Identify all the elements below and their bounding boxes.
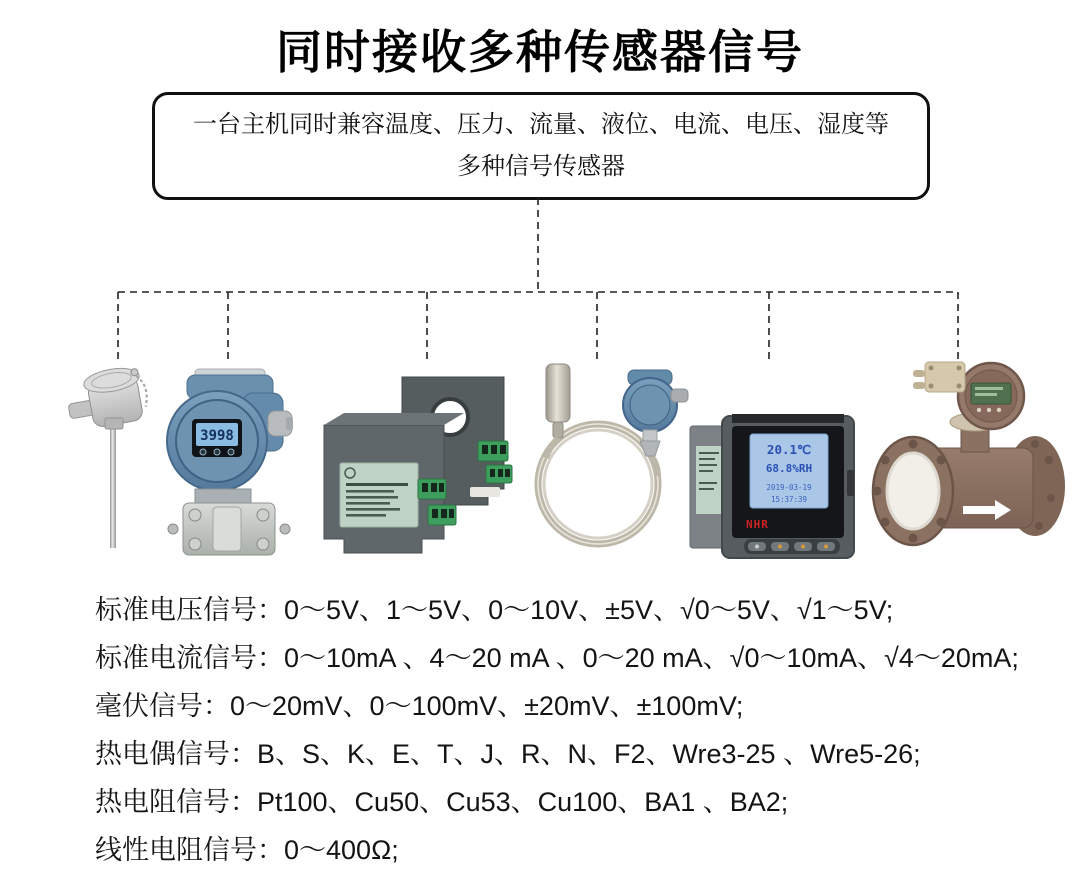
spec-value: 0～10mA 、4～20 mA 、0～20 mA、√0～10mA、√4～20mA; — [284, 643, 1019, 673]
lcd-temperature-reading: 20.1℃ — [766, 442, 812, 457]
description-line-1: 一台主机同时兼容温度、压力、流量、液位、电流、电压、湿度等 — [193, 111, 889, 138]
spec-value: 0～5V、1～5V、0～10V、±5V、√0～5V、√1～5V; — [284, 595, 894, 625]
description-line-2: 多种信号传感器 — [457, 153, 625, 180]
spec-value: 0～20mV、0～100mV、±20mV、±100mV; — [230, 691, 744, 721]
spec-row — [95, 826, 1035, 874]
spec-label: 热电偶信号： — [95, 739, 257, 769]
spec-label: 热电阻信号： — [95, 787, 257, 817]
pressure-transmitter-image — [165, 363, 295, 563]
nhr-brand-logo: NHR — [746, 518, 769, 531]
transmitter-lcd-value: 3998 — [200, 428, 234, 444]
spec-row — [95, 682, 1035, 730]
connector-tree — [0, 195, 1080, 365]
flow-meter-image — [863, 358, 1078, 563]
sensor-probe — [110, 426, 116, 548]
isolator-label — [340, 463, 418, 527]
description-box — [152, 92, 930, 200]
thermocouple-temperature-sensor-image — [60, 360, 170, 560]
signal-isolators-image — [310, 367, 515, 562]
lcd-humidity-reading: 68.8%RH — [765, 462, 813, 475]
spec-value: 0～400Ω; — [284, 835, 399, 865]
spec-row — [95, 586, 1035, 634]
spec-value: Pt100、Cu50、Cu53、Cu100、BA1 、BA2; — [257, 787, 789, 817]
spec-row — [95, 730, 1035, 778]
page-title: 同时接收多种传感器信号 — [276, 26, 804, 78]
lcd-date: 2019-03-19 — [766, 483, 812, 492]
spec-label: 线性电阻信号： — [95, 835, 284, 865]
spec-label: 毫伏信号： — [95, 691, 230, 721]
spec-label: 标准电压信号： — [95, 595, 284, 625]
lcd-time: 15:37:39 — [770, 495, 808, 504]
level-probe — [546, 364, 570, 422]
spec-label: 标准电流信号： — [95, 643, 284, 673]
signal-specs — [95, 586, 1035, 874]
level-transmitter-image — [500, 360, 695, 560]
panel-meter-image — [688, 412, 860, 562]
spec-row — [95, 778, 1035, 826]
spec-row — [95, 634, 1035, 682]
spec-value: B、S、K、E、T、J、R、N、F2、Wre3-25 、Wre5-26; — [257, 739, 921, 769]
